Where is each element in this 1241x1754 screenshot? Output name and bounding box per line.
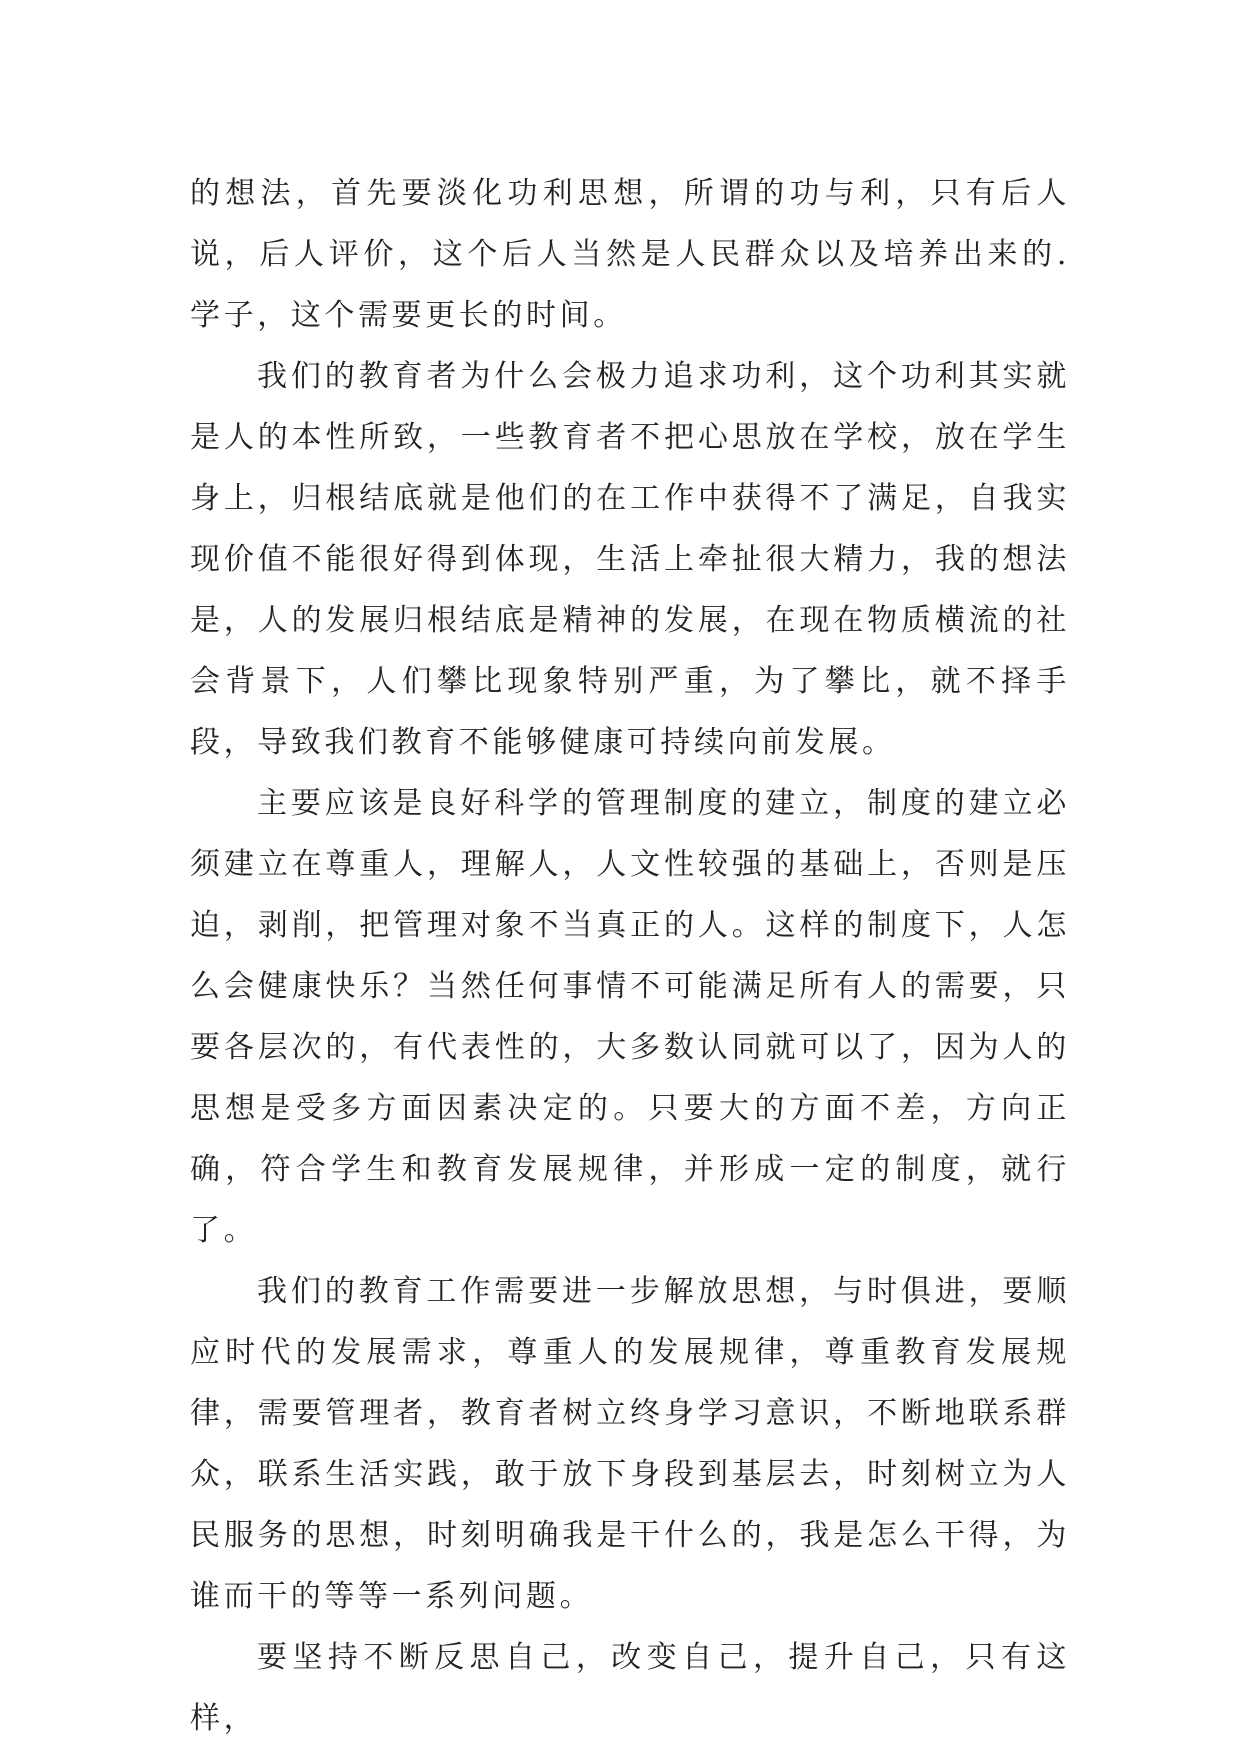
paragraph-4: 我们的教育工作需要进一步解放思想，与时俱进，要顺应时代的发展需求，尊重人的发展规律，尊重教育发展规律，需要管理者，教育者树立终身学习意识，不断地联系群众，联系生活实践，敢于放下身段到基层去，时刻树立为人民服务的思想，时刻明确我是干什么的，我是怎么干得，为谁而干的等等一系列问题。 (190, 1274, 1070, 1614)
paragraph-2: 我们的教育者为什么会极力追求功利，这个功利其实就是人的本性所致，一些教育者不把心思放在学校，放在学生身上，归根结底就是他们的在工作中获得不了满足，自我实现价值不能很好得到体现，生活上牵扯很大精力，我的想法是，人的发展归根结底是精神的发展，在现在物质横流的社会背景下，人们攀比现象特别严重，为了攀比，就不择手段，导致我们教育不能够健康可持续向前发展。 (190, 359, 1070, 760)
paragraph-1: 的想法，首先要淡化功利思想，所谓的功与利，只有后人说，后人评价，这个后人当然是人民群众以及培养出来的.学子，这个需要更长的时间。 (190, 176, 1070, 333)
paragraph-3: 主要应该是良好科学的管理制度的建立，制度的建立必须建立在尊重人，理解人，人文性较强的基础上，否则是压迫，剥削，把管理对象不当真正的人。这样的制度下，人怎么会健康快乐？当然任何事情不可能满足所有人的需要，只要各层次的，有代表性的，大多数认同就可以了，因为人的思想是受多方面因素决定的。只要大的方面不差，方向正确，符合学生和教育发展规律，并形成一定的制度，就行了。 (190, 786, 1070, 1248)
paragraph-5: 要坚持不断反思自己，改变自己，提升自己，只有这样， (190, 1640, 1070, 1736)
body-text (190, 163, 1070, 1749)
